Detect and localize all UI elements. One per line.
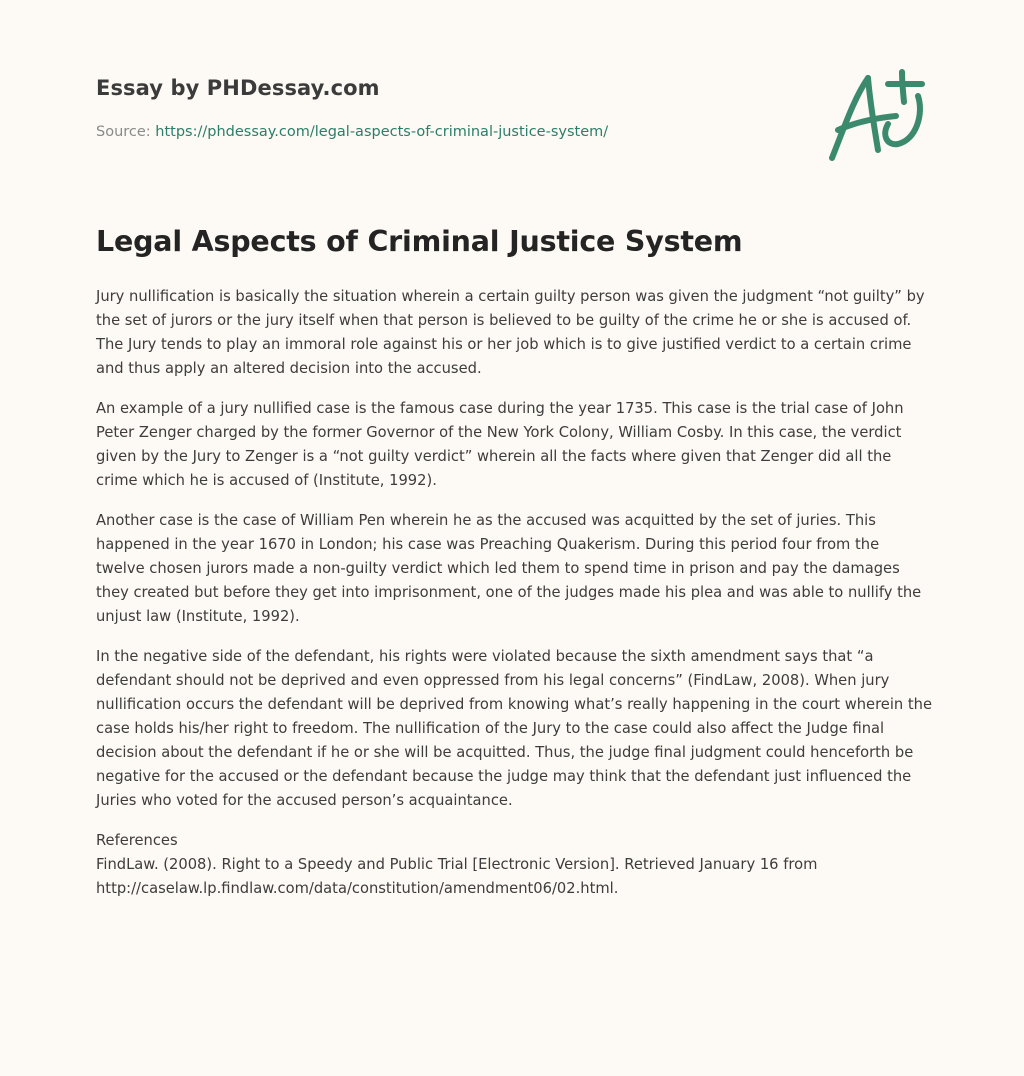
source-label: Source: <box>96 124 156 140</box>
essay-body <box>96 285 932 901</box>
references-heading: References <box>96 832 178 849</box>
essay-title: Legal Aspects of Criminal Justice System <box>96 225 743 258</box>
references-section <box>96 829 932 901</box>
source-link[interactable]: https://phdessay.com/legal-aspects-of-criminal-justice-system/ <box>155 124 609 140</box>
essay-paragraph: Jury nullification is basically the situation wherein a certain guilty person was given the judgment “not guilty” by the set of jurors or the jury itself when that person is believed to be guilty of the crime he or she is accused of. The Jury tends to play an immoral role against his or her job which is to give justified verdict to a certain crime and thus apply an altered decision into the accused. <box>96 288 925 377</box>
essay-paragraph: In the negative side of the defendant, his rights were violated because the sixth amendment says that “a defendant should not be deprived and even oppressed from his legal concerns” (FindLaw, 2008). When jury nullification occurs the defendant will be deprived from knowing what’s really happening in the court wherein the case holds his/her right to freedom. The nullification of the Jury to the case could also affect the Judge final decision about the defendant if he or she will be acquitted. Thus, the judge final judgment could henceforth be negative for the accused or the defendant because the judge may think that the defendant just influenced the Juries who voted for the accused person’s acquaintance. <box>96 648 932 809</box>
essay-paragraph: An example of a jury nullified case is the famous case during the year 1735. This case is the trial case of John Peter Zenger charged by the former Governor of the New York Colony, William Cosby. In this case, the verdict given by the Jury to Zenger is a “not guilty verdict” wherein all the facts where given that Zenger did all the crime which he is accused of (Institute, 1992). <box>96 400 904 489</box>
a-plus-logo-icon <box>826 68 926 164</box>
reference-entry: FindLaw. (2008). Right to a Speedy and Public Trial [Electronic Version]. Retrieved January 16 from http://caselaw.lp.findlaw.com/data/constitution/amendment06/02.html. <box>96 856 818 897</box>
site-brand: Essay by PHDessay.com <box>96 76 380 100</box>
source-line <box>96 124 608 140</box>
essay-paragraph: Another case is the case of William Pen wherein he as the accused was acquitted by the set of juries. This happened in the year 1670 in London; his case was Preaching Quakerism. During this period four from the twelve chosen jurors made a non-guilty verdict which led them to spend time in prison and pay the damages they created but before they get into imprisonment, one of the judges made his plea and was able to nullify the unjust law (Institute, 1992). <box>96 512 922 625</box>
